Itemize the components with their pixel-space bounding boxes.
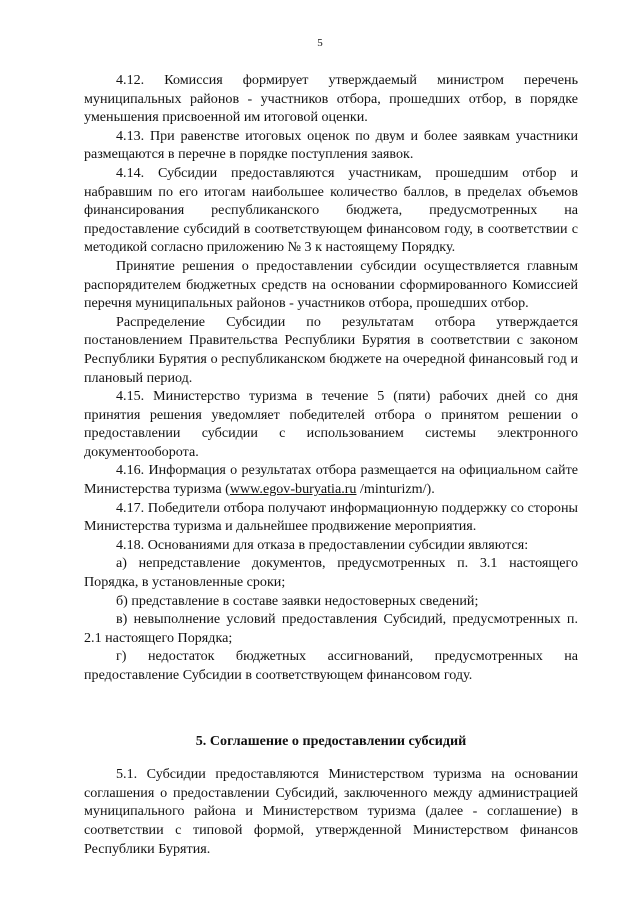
paragraph-4-14: 4.14. Субсидии предоставляются участникам, прошедшим отбор и набравшим по его итогам наибольшее количество баллов, в пределах объемов финансирования республиканского бюджета, предусмотренных на предоставление субсидий в соответствующем финансовом году, в соответствии с методикой согласно приложению № 3 к настоящему Порядку. (84, 164, 578, 256)
section-5-heading: 5. Соглашение о предоставлении субсидий (195, 732, 467, 749)
paragraph-4-13: 4.13. При равенстве итоговых оценок по двум и более заявкам участники размещаются в перечне в порядке поступления заявок. (84, 127, 578, 163)
paragraph-4-15: 4.15. Министерство туризма в течение 5 (пяти) рабочих дней со дня принятия решения уведомляет победителей отбора о принятом решении о предоставлении субсидии с использованием системы электронного документооборота. (84, 388, 578, 460)
paragraph-4-18: 4.18. Основаниями для отказа в предоставлении субсидии являются: (116, 536, 529, 553)
refusal-item-b: б) представление в составе заявки недостоверных сведений; (116, 592, 479, 609)
paragraph-4-16 (84, 461, 578, 498)
refusal-item-v: в) невыполнение условий предоставления Субсидий, предусмотренных п. 2.1 настоящего Порядка; (84, 611, 578, 646)
section-gap (84, 685, 578, 732)
paragraph-4-16-tail: /minturizm/). (356, 481, 435, 498)
paragraph-4-16-text: 4.16. Информация о результатах отбора размещается на официальном сайте Министерства туризма ( (84, 462, 578, 498)
page-number: 5 (317, 37, 323, 49)
refusal-item-a: а) непредставление документов, предусмотренных п. 3.1 настоящего Порядка, в установленные сроки; (84, 555, 578, 591)
paragraph-distribution: Распределение Субсидии по результатам отбора утверждается постановлением Правительства Республики Бурятия в соответствии с законом Республики Бурятия о республиканском бюджете на очередной финансовый год и плановый период. (84, 313, 578, 386)
refusal-item-g: г) недостаток бюджетных ассигнований, предусмотренных на предоставление Субсидии в соответствующем финансовом году. (84, 648, 578, 683)
paragraph-decision: Принятие решения о предоставлении субсидии осуществляется главным распорядителем бюджетных средств на основании сформированного Комиссией перечня муниципальных районов - участников отбора, прошедших отбор. (84, 257, 578, 312)
paragraph-4-17: 4.17. Победители отбора получают информационную поддержку со стороны Министерства туризма и дальнейшее продвижение мероприятия. (84, 499, 578, 535)
egov-link[interactable]: www.egov-buryatia.ru (229, 481, 357, 498)
heading-gap (84, 750, 578, 765)
document-body (84, 71, 578, 858)
paragraph-4-12: 4.12. Комиссия формирует утверждаемый министром перечень муниципальных районов - участников отбора, прошедших отбор, в порядке уменьшения присвоенной им итоговой оценки. (84, 72, 578, 126)
paragraph-5-1: 5.1. Субсидии предоставляются Министерством туризма на основании соглашения о предоставлении Субсидий, заключенного между администрацией муниципального района и Министерством туризма (далее - соглашение) в соответствии с типовой формой, утвержденной Министерством финансов Республики Бурятия. (84, 766, 578, 857)
